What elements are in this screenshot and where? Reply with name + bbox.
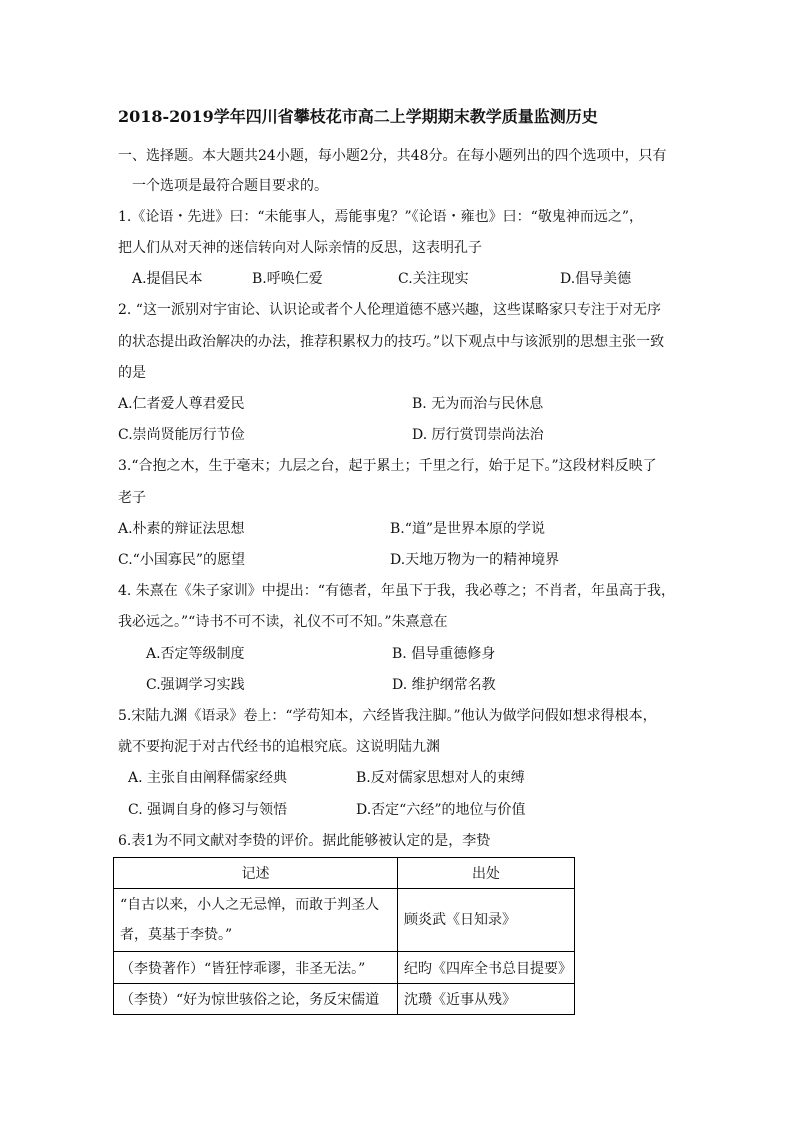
option-a[interactable]: A.提倡民本 xyxy=(132,271,203,287)
option-a[interactable]: A. 主张自由阐释儒家经典 xyxy=(128,770,288,786)
option-b[interactable]: B.反对儒家思想对人的束缚 xyxy=(356,770,525,786)
question-text: 老子 xyxy=(118,490,146,506)
table-cell-record: （李贽著作）“皆狂悖乖谬，非圣无法。” xyxy=(114,952,398,984)
option-a[interactable]: A.朴素的辩证法思想 xyxy=(118,521,245,537)
question-text: 把人们从对天神的迷信转向对人际亲情的反思，这表明孔子 xyxy=(118,240,482,256)
table-header-cell: 记述 xyxy=(114,858,398,889)
evaluation-table xyxy=(113,857,575,1015)
option-b[interactable]: B. 倡导重德修身 xyxy=(392,646,496,662)
question-text: 4. 朱熹在《朱子家训》中提出：“有德者，年虽下于我，我必尊之；不肖者，年虽高于我， xyxy=(118,583,675,599)
table-header-cell: 出处 xyxy=(398,858,575,889)
option-d[interactable]: D.倡导美德 xyxy=(560,271,632,287)
question-text: 1.《论语・先进》曰：“未能事人，焉能事鬼？”《论语・雍也》曰：“敬鬼神而远之”， xyxy=(118,209,643,225)
table-cell-source: 纪昀《四库全书总目提要》 xyxy=(398,952,575,984)
option-a[interactable]: A.否定等级制度 xyxy=(146,646,245,662)
option-b[interactable]: B.呼唤仁爱 xyxy=(252,271,323,287)
option-c[interactable]: C.关注现实 xyxy=(398,271,469,287)
question-text: 的状态提出政治解决的办法，推荐积累权力的技巧。”以下观点中与该派别的思想主张一致 xyxy=(118,334,665,350)
instruction-line: 一、选择题。本大题共24小题，每小题2分，共48分。在每小题列出的四个选项中，只有 xyxy=(118,148,667,164)
table-cell-source: 顾炎武《日知录》 xyxy=(398,889,575,952)
option-a[interactable]: A.仁者爱人尊君爱民 xyxy=(118,396,245,412)
question-text: 我必远之。”“诗书不可不读，礼仪不可不知。”朱熹意在 xyxy=(118,614,448,630)
option-b[interactable]: B.“道”是世界本原的学说 xyxy=(390,521,546,537)
page-title: 2018-2019学年四川省攀枝花市高二上学期期末教学质量监测历史 xyxy=(118,107,598,126)
question-text: 5.宋陆九渊《语录》卷上：“学苟知本，六经皆我注脚。”他认为做学问假如想求得根本， xyxy=(118,708,657,724)
question-text: 的是 xyxy=(118,365,146,381)
table-header-row xyxy=(114,858,575,889)
table-cell-source: 沈瓒《近事从残》 xyxy=(398,984,575,1015)
option-c[interactable]: C.崇尚贤能厉行节俭 xyxy=(118,427,245,443)
instruction-line: 一个选项是最符合题目要求的。 xyxy=(132,178,328,194)
question-text: 就不要拘泥于对古代经书的追根究底。这说明陆九渊 xyxy=(118,739,440,755)
cell-line: “自古以来，小人之无忌惮，而敢于判圣人 xyxy=(120,897,380,913)
option-d[interactable]: D. 维护纲常名教 xyxy=(392,677,496,693)
option-d[interactable]: D. 厉行赏罚崇尚法治 xyxy=(412,427,544,443)
table-row xyxy=(114,889,575,952)
option-c[interactable]: C. 强调自身的修习与领悟 xyxy=(128,802,288,818)
question-text: 6.表1为不同文献对李贽的评价。据此能够被认定的是，李贽 xyxy=(118,833,491,849)
option-d[interactable]: D.否定“六经”的地位与价值 xyxy=(356,802,526,818)
table-cell-record xyxy=(114,889,398,952)
option-d[interactable]: D.天地万物为一的精神境界 xyxy=(390,552,560,568)
option-b[interactable]: B. 无为而治与民休息 xyxy=(412,396,544,412)
table-row xyxy=(114,984,575,1015)
table-row xyxy=(114,952,575,984)
cell-line: 者，莫基于李贽。” xyxy=(120,927,233,943)
question-text: 2. “这一派别对宇宙论、认识论或者个人伦理道德不感兴趣，这些谋略家只专注于对无序 xyxy=(118,302,661,318)
option-c[interactable]: C.强调学习实践 xyxy=(146,677,245,693)
question-text: 3.“合抱之木，生于毫末；九层之台，起于累土；千里之行，始于足下。”这段材料反映了 xyxy=(118,458,657,474)
table-cell-record: （李贽）“好为惊世骇俗之论，务反宋儒道 xyxy=(114,984,398,1015)
option-c[interactable]: C.“小国寡民”的愿望 xyxy=(118,552,245,568)
